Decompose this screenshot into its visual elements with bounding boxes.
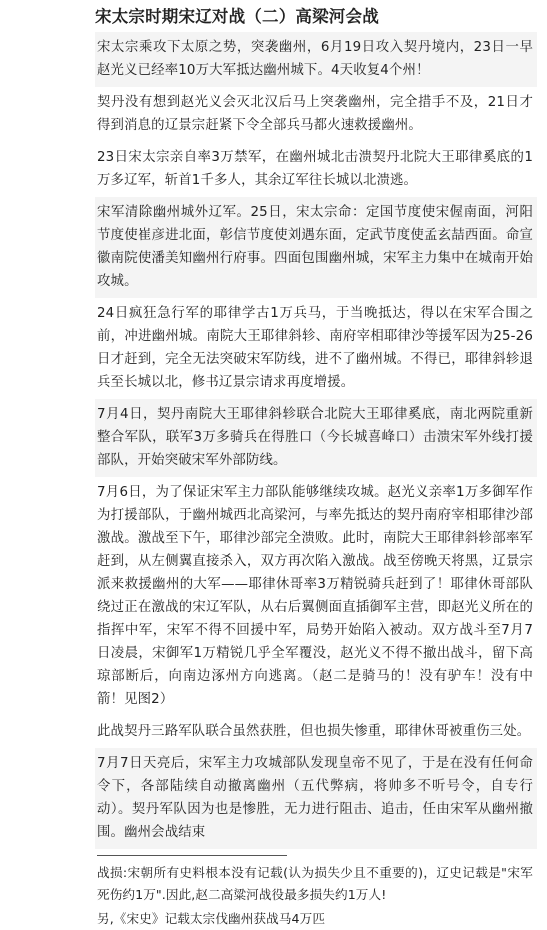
footnote-horses: 另,《宋史》记载太宗伐幽州获战马4万匹	[97, 911, 326, 926]
paragraph-7: 7月6日，为了保证宋军主力部队能够继续攻城。赵光义亲率1万多御军作为打援部队，于幽州城西北高梁河，与率先抵达的契丹南府宰相耶律沙部激战。激战至下午，耶律沙部完全溃败。此时，南院大王耶律斜轸部率军赶到，从左侧翼直接杀入，双方再次陷入激战。战至傍晚天将黑，辽景宗派来救援幽州的大军——耶律休哥率3万精锐骑兵赶到了！耶律休哥部队绕过正在激战的宋辽军队，从右后翼侧面直插御军主营，即赵光义所在的指挥中军，宋军不得不回援中军，局势开始陷入被动。双方战斗至7月7日凌晨，宋御军1万精锐几乎全军覆没，赵光义不得不撤出战斗，留下高琼部断后，向南边涿州方向逃离。（赵二是骑马的！没有驴车！没有中箭！见图2）	[97, 485, 533, 707]
paragraph-5: 24日疯狂急行军的耶律学古1万兵马，于当晚抵达，得以在宋军合围之前，冲进幽州城。南院大王耶律斜轸、南府宰相耶律沙等援军因为25-26日才赶到，完全无法突破宋军防线，进不了幽州城。不得已，耶律斜轸退兵至长城以北，修书辽景宗请求再度增援。	[97, 306, 533, 390]
page-title: 宋太宗时期宋辽对战（二）高梁河会战	[95, 7, 379, 26]
paragraph-4: 宋军清除幽州城外辽军。25日，宋太宗命：定国节度使宋偓南面，河阳节度使崔彦进北面，彰信节度使刘遇东面，定武节度使孟玄喆西面。命宣徽南院使潘美知幽州行府事。四面包围幽州城，宋军主力集中在城南开始攻城。	[95, 197, 537, 298]
article	[0, 6, 547, 926]
paragraph-3: 23日宋太宗亲自率3万禁军，在幽州城北击溃契丹北院大王耶律奚底的1万多辽军，斩首1千多人，其余辽军往长城以北溃逃。	[97, 150, 533, 188]
paragraph-2: 契丹没有想到赵光义会灭北汉后马上突袭幽州，完全措手不及，21日才得到消息的辽景宗赶紧下令全部兵马都火速救援幽州。	[97, 95, 533, 133]
paragraph-1: 宋太宗乘攻下太原之势，突袭幽州，6月19日攻入契丹境内，23日一早赵光义已经率10万大军抵达幽州城下。4天收复4个州！	[95, 32, 537, 87]
footnote-casualties: 战损:宋朝所有史料根本没有记载(认为损失少且不重要的)，辽史记载是"宋军死伤约1万".因此,赵二高粱河战役最多损失约1万人!	[97, 865, 533, 902]
paragraph-6: 7月4日，契丹南院大王耶律斜轸联合北院大王耶律奚底，南北两院重新整合军队，联军3万多骑兵在得胜口（今长城喜峰口）击溃宋军外线打援部队，开始突破宋军外部防线。	[95, 399, 537, 477]
paragraph-9: 7月7日天亮后，宋军主力攻城部队发现皇帝不见了，于是在没有任何命令下，各部陆续自动撤离幽州（五代弊病，将帅多不听号令，自专行动）。契丹军队因为也是惨胜，无力进行阻击、追击，任由宋军从幽州撤围。幽州会战结束	[95, 748, 537, 849]
paragraph-8: 此战契丹三路军队联合虽然获胜，但也损失惨重，耶律休哥被重伤三处。	[97, 724, 531, 739]
divider	[97, 855, 287, 856]
